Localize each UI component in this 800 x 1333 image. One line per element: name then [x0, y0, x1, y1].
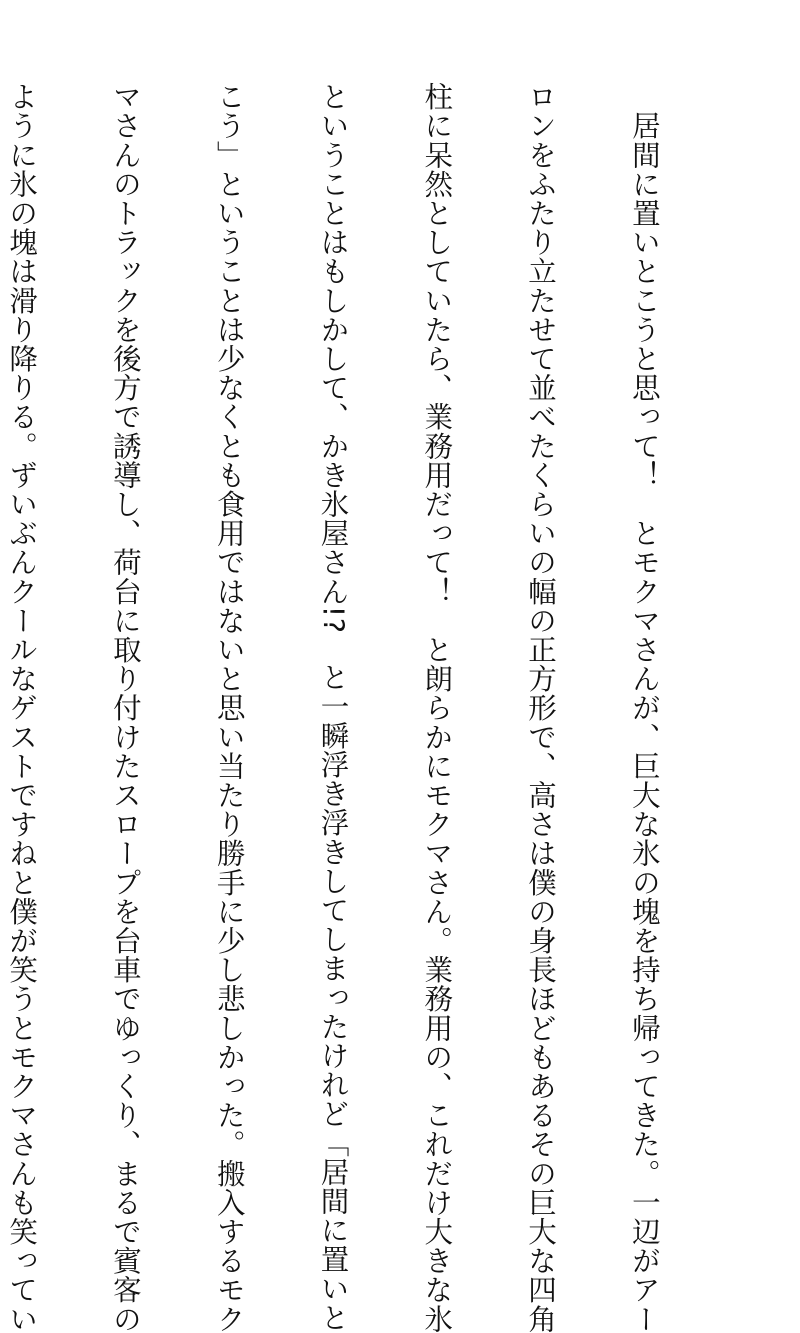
text-line: ということはもしかして、かき氷屋さん!? と一瞬浮き浮きしてしまったけれど「居間に置いと: [316, 82, 350, 1332]
text-line: こう」ということは少なくとも食用ではないと思い当たり勝手に少し悲しかった。搬入するモク: [212, 82, 246, 1333]
vertical-text-body: [0, 82, 730, 1333]
text-line: 居間に置いとこうと思って！ とモクマさんが、巨大な氷の塊を持ち帰ってきた。一辺がアー: [627, 82, 661, 1333]
text-line: ように氷の塊は滑り降りる。ずいぶんクールなゲストですねと僕が笑うとモクマさんも笑ってい: [5, 82, 39, 1333]
text-line: ロンをふたり立たせて並べたくらいの幅の正方形で、高さは僕の身長ほどもあるその巨大な四角: [524, 82, 558, 1333]
text-line: マさんのトラックを後方で誘導し、荷台に取り付けたスロープを台車でゆっくり、まるで賓客の: [108, 82, 142, 1333]
text-line: 柱に呆然としていたら、業務用だって！ と朗らかにモクマさん。業務用の、これだけ大きな氷: [420, 82, 454, 1333]
